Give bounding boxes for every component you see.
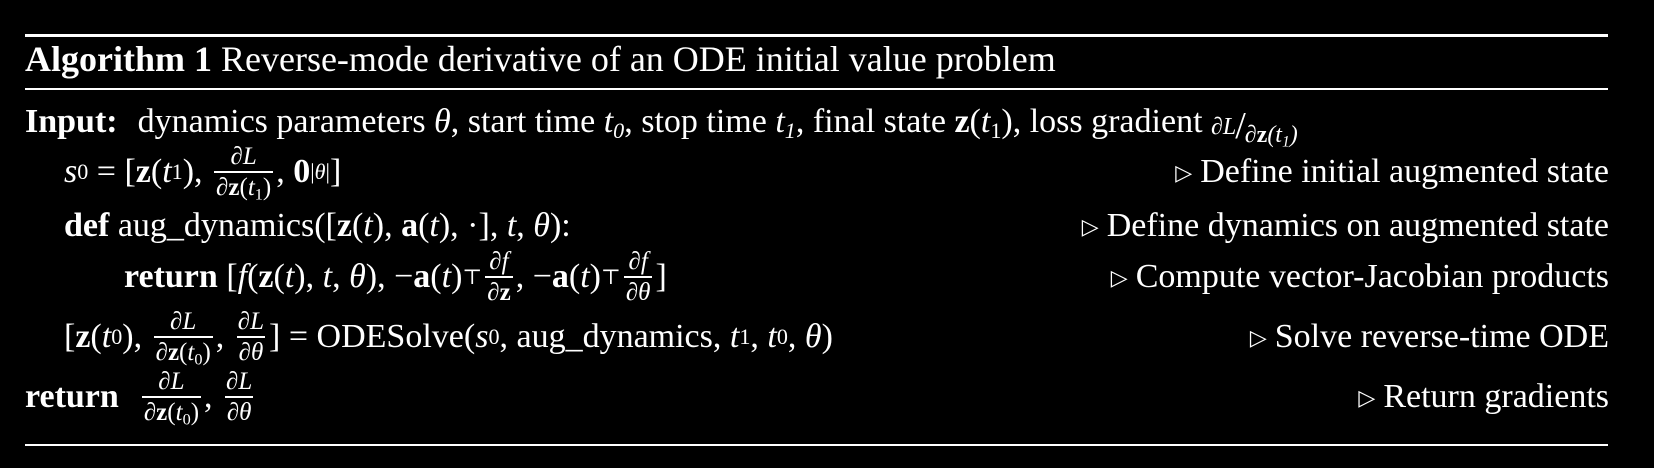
comment-triangle-icon: ▷ [1081,214,1099,239]
algorithm-label: Algorithm 1 [25,39,212,79]
def-function-name: aug_dynamics( [117,207,326,244]
step-outer-return [0,366,1654,428]
comment-triangle-icon: ▷ [1175,160,1193,185]
outer-return-formula: return $\frac{\partial L}{\partial z(t_0)}$ , $\frac{\partial L}{\partial\theta}$ [25,367,253,429]
initial-state-formula: s 0 = [ z ( t 1 ), $\frac{\partial L}{\partial z(t_1)}$ , 0 |θ| ] [64,142,342,204]
bottom-rule [25,444,1608,446]
caption-rule [25,88,1608,90]
input-text-1: dynamics parameters [137,103,426,140]
final-state-symbol: $z(t_1)$ [954,103,1013,144]
comment-odesolve: ▷ Solve reverse-time ODE [1249,318,1609,355]
step-initial-state [0,142,1654,204]
def-signature: def aug_dynamics( [ z ( t ), a ( t ), ·], t , θ ): [64,207,571,244]
comment-outer-return: ▷ Return gradients [1358,378,1609,415]
odesolve-function: ODESolve( [316,318,476,355]
step-inner-return [0,248,1654,306]
t0-symbol: $t_0$ [603,103,625,144]
input-text-4: , final state [795,103,946,140]
step-odesolve [0,307,1654,367]
input-text-5: , loss gradient [1012,103,1203,140]
input-text-3: , stop time [624,103,767,140]
t1-symbol: $t_1$ [775,103,796,144]
algorithm-title: Reverse-mode derivative of an ODE initial value problem [220,39,1056,79]
def-keyword: def [64,207,110,244]
comment-triangle-icon: ▷ [1358,385,1376,410]
input-text-2: , start time [450,103,596,140]
comment-initial-state: ▷ Define initial augmented state [1175,153,1609,190]
odesolve-formula: [ z ( t 0 ), $\frac{\partial L}{\partial z(t_0)}$ , $\frac{\partial L}{\partial\theta}$ ] = ODESolve( s 0 , aug_dynamics , t 1 , t 0 , θ ) [64,307,833,369]
input-line [0,96,1654,151]
input-keyword: Input: [25,103,118,140]
comment-triangle-icon: ▷ [1249,325,1267,350]
comment-inner-return: ▷ Compute vector-Jacobian products [1110,258,1609,295]
inner-return-formula: return [ f ( z ( t ), t , θ ), − a ( t ) ⊤ $\frac{\partial f}{\partial z}$ , − a ( t ) ⊤ $\frac{\partial f}{\partial\theta}$ ] [124,247,667,306]
theta-symbol: θ [434,103,451,140]
odesolve-arg: aug_dynamics [516,318,713,355]
loss-gradient-symbol: $\partial L/\partial z(t_1)$ [1211,105,1298,151]
step-def [0,200,1654,252]
comment-def: ▷ Define dynamics on augmented state [1081,207,1609,244]
algorithm-caption [25,33,1056,85]
comment-triangle-icon: ▷ [1110,265,1128,290]
return-keyword: return [25,378,119,415]
return-keyword: return [124,258,218,295]
